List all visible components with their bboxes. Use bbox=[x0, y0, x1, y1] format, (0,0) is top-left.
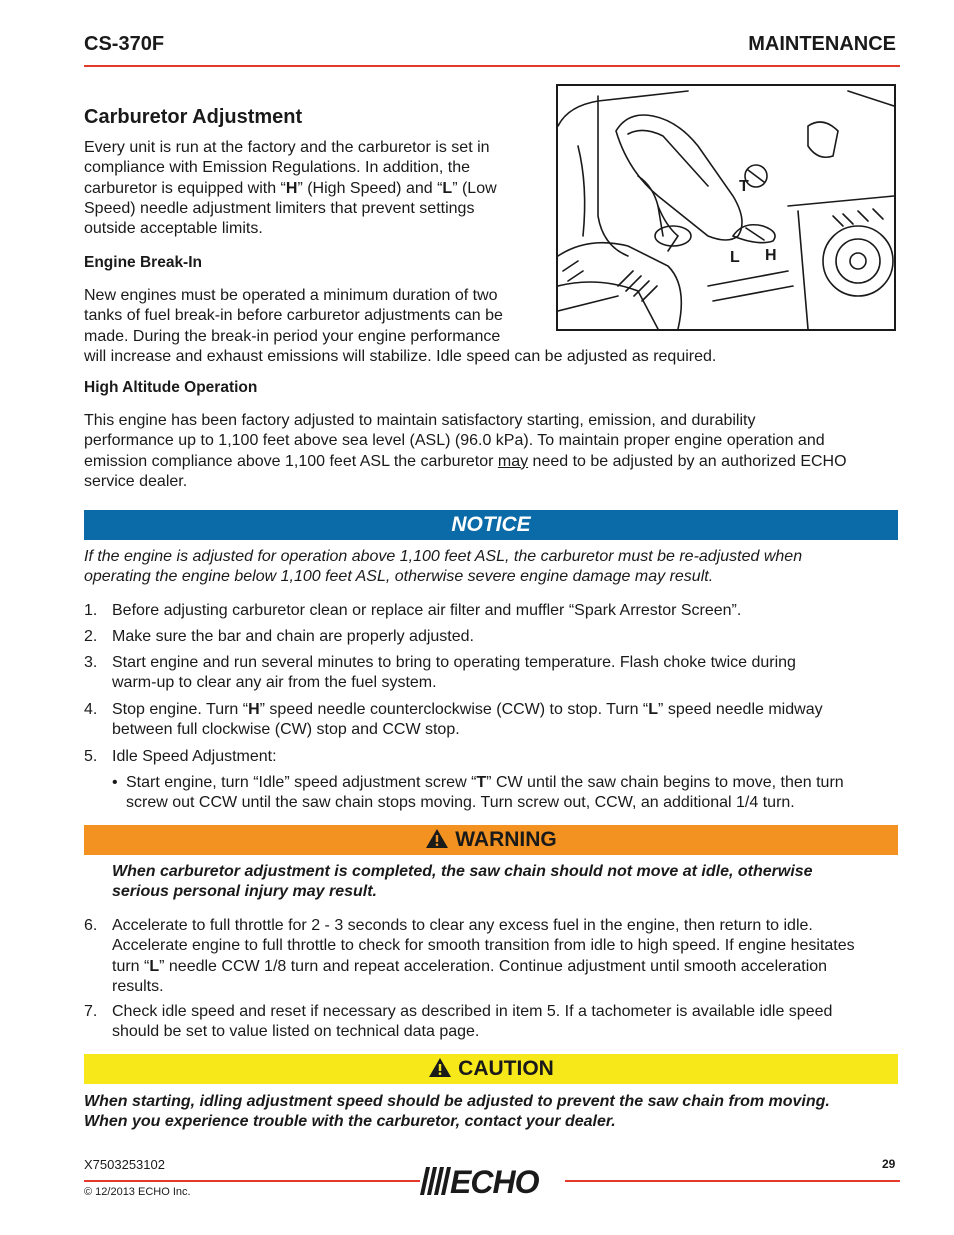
copyright: © 12/2013 ECHO Inc. bbox=[84, 1186, 191, 1198]
page-number: 29 bbox=[882, 1157, 896, 1171]
caution-triangle-icon bbox=[428, 1057, 452, 1078]
altitude-heading: High Altitude Operation bbox=[84, 379, 258, 396]
model-name: CS-370F bbox=[84, 33, 165, 55]
section-title: MAINTENANCE bbox=[748, 33, 896, 55]
list-item-2: 2. Make sure the bar and chain are properly adjusted. bbox=[84, 628, 474, 645]
notice-banner: NOTICE bbox=[84, 510, 898, 540]
warning-banner bbox=[84, 825, 898, 855]
list-item-7: 7. Check idle speed and reset if necessary as described in item 5. If a tachometer is available idle speed should be set to value listed on technical data page. bbox=[84, 1003, 833, 1041]
label-t: T bbox=[739, 178, 749, 195]
intro-paragraph: Every unit is run at the factory and the carburetor is set in compliance with Emission Regulations. In addition, the carburetor is equipped with “H” (High Speed) and “L” (Low Speed) needle adjustment limiters that prevent settings outside acceptable limits. bbox=[84, 139, 497, 238]
break-in-paragraph: New engines must be operated a minimum duration of two tanks of fuel break-in before carburetor adjustments can be made. During the break-in period your engine performance will increase and exhaust emissions will stabilize. Idle speed can be adjusted as required. bbox=[84, 287, 717, 365]
list-item-1: 1. Before adjusting carburetor clean or replace air filter and muffler “Spark Arrestor Screen”. bbox=[84, 602, 742, 619]
header-rule bbox=[84, 65, 900, 67]
caution-label: CAUTION bbox=[458, 1057, 554, 1080]
caution-text: When starting, idling adjustment speed should be adjusted to prevent the saw chain from moving. When you experience trouble with the carburetor, contact your dealer. bbox=[84, 1093, 830, 1131]
label-l: L bbox=[730, 249, 740, 266]
warning-label: WARNING bbox=[455, 828, 557, 851]
list-item-4: 4. Stop engine. Turn “H” speed needle counterclockwise (CCW) to stop. Turn “L” speed needle midway between full clockwise (CW) stop and CCW stop. bbox=[84, 701, 823, 739]
warning-triangle-icon bbox=[425, 828, 449, 849]
warning-text: When carburetor adjustment is completed, the saw chain should not move at idle, otherwise serious personal injury may result. bbox=[112, 863, 813, 901]
bullet-mark: • bbox=[112, 774, 118, 791]
bullet-item: • Start engine, turn “Idle” speed adjustment screw “T” CW until the saw chain begins to move, then turn screw out CCW until the saw chain stops moving. Turn screw out, CCW, an additional 1/4 turn. bbox=[112, 774, 844, 812]
label-h: H bbox=[765, 247, 777, 264]
echo-logo-text: ECHO bbox=[450, 1164, 539, 1200]
notice-text: If the engine is adjusted for operation above 1,100 feet ASL, the carburetor must be re-adjusted when operating the engine below 1,100 feet ASL, otherwise severe engine damage may result. bbox=[84, 548, 803, 586]
altitude-paragraph: This engine has been factory adjusted to maintain satisfactory starting, emission, and durability performance up to 1,100 feet above sea level (ASL) (96.0 kPa). To maintain proper engine operation and emission compliance above 1,100 feet ASL the carburetor may need to be adjusted by an authorized ECHO service dealer. bbox=[84, 412, 847, 490]
footer-rule-left bbox=[84, 1180, 424, 1182]
list-item-6: 6. Accelerate to full throttle for 2 - 3 seconds to clear any excess fuel in the engine, then return to idle. Accelerate engine to full throttle to check for smooth transition from idle to high speed. If engine hesitates turn “L” needle CCW 1/8 turn and repeat acceleration. Continue adjustment until smooth acceleration results. bbox=[84, 917, 855, 995]
part-number: X7503253102 bbox=[84, 1157, 165, 1172]
list-item-3: 3. Start engine and run several minutes to bring to operating temperature. Flash choke twice during warm-up to clear any air from the fuel system. bbox=[84, 654, 796, 692]
page-title: Carburetor Adjustment bbox=[84, 106, 303, 128]
caution-banner bbox=[84, 1054, 898, 1084]
break-in-heading: Engine Break-In bbox=[84, 254, 202, 271]
echo-logo bbox=[420, 1163, 565, 1199]
list-item-5: 5. Idle Speed Adjustment: bbox=[84, 748, 277, 765]
footer-rule-right bbox=[565, 1180, 900, 1182]
